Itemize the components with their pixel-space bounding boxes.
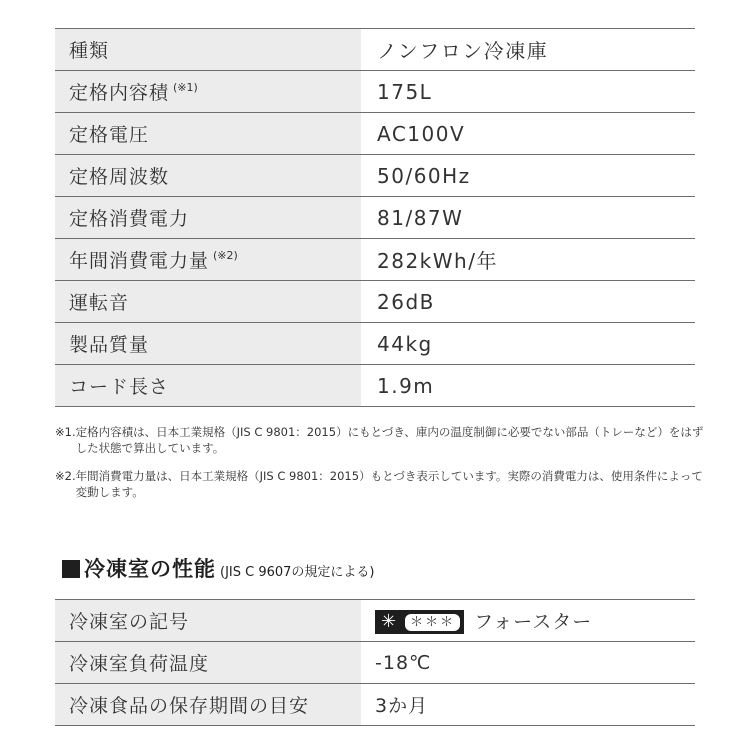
spec-label: 定格内容積 $^{(※1)}$ [55,71,361,113]
table-row [55,197,695,239]
spec-label: 製品質量 [55,323,361,365]
spec-value: AC100V [361,113,695,155]
footnotes [55,424,705,512]
spec-value: 26dB [361,281,695,323]
spec-label: 年間消費電力量 $^{(※2)}$ [55,239,361,281]
performance-label: 冷凍食品の保存期間の目安 [55,684,361,726]
spec-table [55,28,695,407]
note-ref: (※1) [173,81,198,94]
table-row [55,365,695,407]
four-star-badge-icon [375,610,464,634]
table-row [55,600,695,642]
spec-label: 運転音 [55,281,361,323]
performance-value: -18℃ [361,642,695,684]
performance-value-text: フォースター [474,610,593,633]
spec-value: 1.9m [361,365,695,407]
performance-value [361,600,695,642]
section-title: 冷凍室の性能 [84,557,216,581]
spec-label: 定格電圧 [55,113,361,155]
spec-label: 種類 [55,29,361,71]
table-row [55,29,695,71]
spec-value: 282kWh/年 [361,239,695,281]
spec-value: 81/87W [361,197,695,239]
table-row [55,684,695,726]
spec-label: 定格消費電力 [55,197,361,239]
table-row [55,155,695,197]
stars-icon: ＊＊＊ [405,614,460,631]
note-ref: (※2) [213,249,238,262]
performance-label: 冷凍室負荷温度 [55,642,361,684]
footnote-mark: ※2. [55,469,76,483]
footnote [55,424,705,456]
table-row [55,281,695,323]
snowflake-icon: ✳ [381,611,398,633]
spec-value: 44kg [361,323,695,365]
performance-label: 冷凍室の記号 [55,600,361,642]
table-row [55,642,695,684]
spec-label: 定格周波数 [55,155,361,197]
performance-value: 3か月 [361,684,695,726]
performance-table [55,599,695,726]
table-row [55,113,695,155]
section-subtitle: (JIS C 9607の規定による) [220,565,375,580]
spec-value: 50/60Hz [361,155,695,197]
footnote-text: 定格内容積は、日本工業規格（JIS C 9801：2015）にもとづき、庫内の温度制御に必要でない部品（トレーなど）をはずした状態で算出しています。 [75,425,704,455]
table-row [55,71,695,113]
table-row [55,323,695,365]
footnote [55,468,705,500]
square-bullet-icon [62,560,80,578]
spec-value: 175L [361,71,695,113]
footnote-text: 年間消費電力量は、日本工業規格（JIS C 9801：2015）もとづき表示しています。実際の消費電力は、使用条件によって変動します。 [75,469,703,499]
spec-label: コード長さ [55,365,361,407]
spec-value: ノンフロン冷凍庫 [361,29,695,71]
section-heading [62,553,375,583]
footnote-mark: ※1. [55,425,76,439]
table-row [55,239,695,281]
